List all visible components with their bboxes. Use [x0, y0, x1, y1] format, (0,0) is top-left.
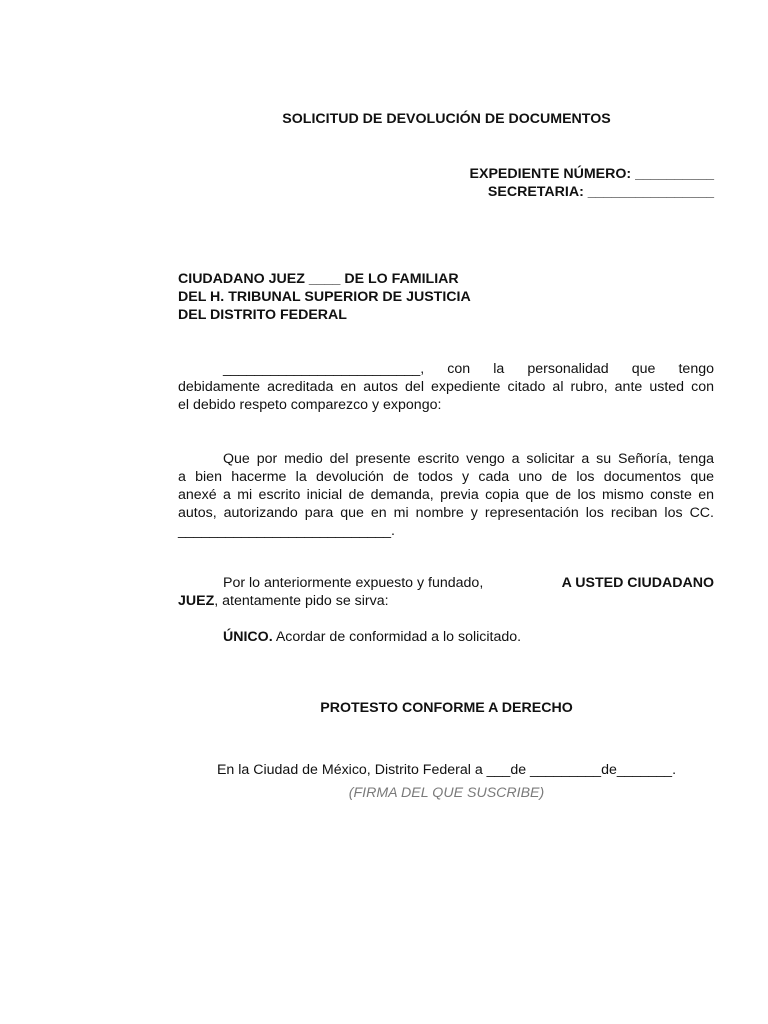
petition-bold-text: A USTED CIUDADANO: [561, 575, 714, 591]
paragraph-line: [178, 574, 714, 592]
paragraph-line: a bien hacerme la devolución de todos y cada uno de los documentos que: [178, 469, 714, 485]
paragraph-line: [178, 592, 714, 610]
paragraph-line: el debido respeto comparezco y expongo:: [178, 397, 442, 413]
addressee-block: [178, 270, 471, 324]
paragraph-line: debidamente acreditada en autos del expediente citado al rubro, ante usted con: [178, 379, 714, 395]
expediente-number-field: EXPEDIENTE NÚMERO: __________: [469, 166, 714, 182]
place-date-line: En la Ciudad de México, Distrito Federal a ___de _________de_______.: [216, 762, 677, 778]
paragraph-line: autos, autorizando para que en mi nombre y representación los reciban los CC.: [178, 505, 714, 521]
petition-bold-judge: JUEZ: [178, 593, 215, 609]
paragraph-petition: [178, 574, 714, 610]
paragraph-appearance: [178, 360, 714, 414]
paragraph-line: _________________________, con la personalidad que tengo: [223, 361, 714, 377]
addressee-line-district: DEL DISTRITO FEDERAL: [178, 307, 347, 323]
secretaria-field: SECRETARIA: ________________: [487, 184, 714, 200]
unico-text: Acordar de conformidad a lo solicitado.: [272, 629, 522, 645]
paragraph-line: ___________________________.: [178, 523, 395, 539]
single-point: [223, 628, 521, 646]
signature-caption: (FIRMA DEL QUE SUSCRIBE): [348, 785, 545, 801]
document-title: SOLICITUD DE DEVOLUCIÓN DE DOCUMENTOS: [282, 111, 611, 127]
paragraph-request: [178, 450, 714, 540]
petition-text-end: , atentamente pido se sirva:: [214, 593, 389, 609]
paragraph-line: Que por medio del presente escrito vengo a solicitar a su Señoría, tenga: [223, 451, 714, 467]
petition-text: Por lo anteriormente expuesto y fundado,: [223, 575, 484, 591]
addressee-line-tribunal: DEL H. TRIBUNAL SUPERIOR DE JUSTICIA: [178, 289, 471, 305]
addressee-line-judge: CIUDADANO JUEZ ____ DE LO FAMILIAR: [178, 271, 459, 287]
paragraph-line: anexé a mi escrito inicial de demanda, previa copia que de los mismo conste en: [178, 487, 714, 503]
unico-label: ÚNICO.: [223, 629, 273, 645]
closing-protest: PROTESTO CONFORME A DERECHO: [320, 700, 573, 716]
